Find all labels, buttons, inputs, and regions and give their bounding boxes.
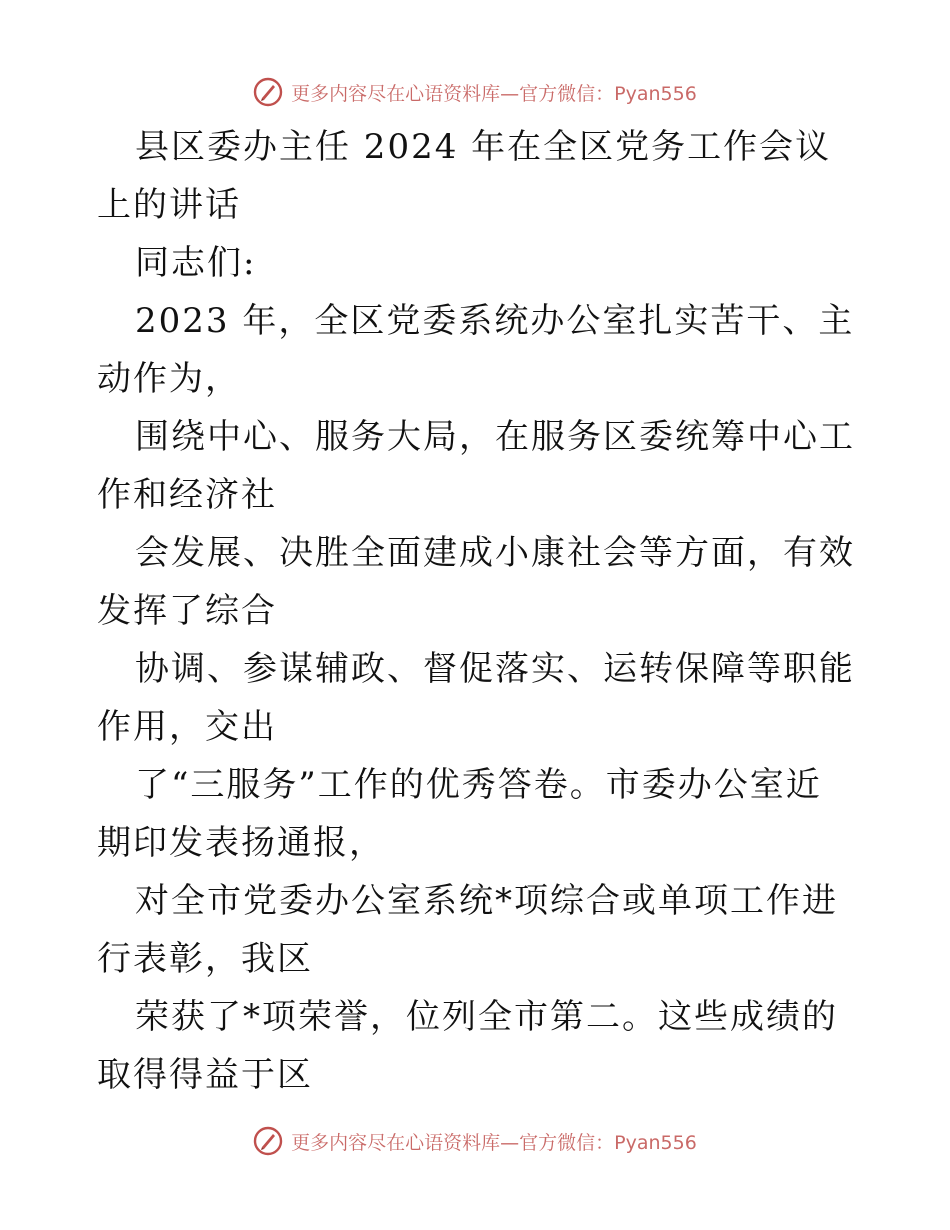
watermark-separator: — bbox=[500, 82, 520, 105]
paragraph: 协调、参谋辅政、督促落实、运转保障等职能作用，交出 bbox=[97, 649, 855, 747]
watermark-contact: 官方微信：Pyan556 bbox=[519, 82, 697, 105]
quill-pen-icon bbox=[253, 77, 283, 107]
paragraph: 围绕中心、服务大局，在服务区委统筹中心工作和经济社 bbox=[97, 417, 855, 515]
paragraph: 会发展、决胜全面建成小康社会等方面，有效发挥了综合 bbox=[97, 533, 855, 631]
watermark-brand: 更多内容尽在心语资料库 bbox=[291, 82, 501, 105]
paragraph: 对全市党委办公室系统*项综合或单项工作进行表彰，我区 bbox=[97, 881, 838, 979]
watermark-text bbox=[291, 79, 697, 106]
paragraph: 荣获了*项荣誉，位列全市第二。这些成绩的取得得益于区 bbox=[97, 997, 838, 1095]
paragraph: 2023 年，全区党委系统办公室扎实苦干、主动作为， bbox=[97, 301, 855, 399]
watermark-separator: — bbox=[500, 1131, 520, 1154]
salutation: 同志们: bbox=[135, 243, 257, 283]
watermark-header bbox=[0, 72, 950, 112]
document-title: 县区委办主任 2024 年在全区党务工作会议上的讲话 bbox=[97, 127, 832, 225]
quill-pen-icon bbox=[253, 1126, 283, 1156]
watermark-footer bbox=[0, 1121, 950, 1161]
watermark-brand: 更多内容尽在心语资料库 bbox=[291, 1131, 501, 1154]
watermark-text bbox=[291, 1128, 697, 1155]
document-body bbox=[97, 118, 857, 1104]
watermark-contact: 官方微信：Pyan556 bbox=[519, 1131, 697, 1154]
paragraph: 了“三服务”工作的优秀答卷。市委办公室近期印发表扬通报， bbox=[97, 765, 822, 863]
